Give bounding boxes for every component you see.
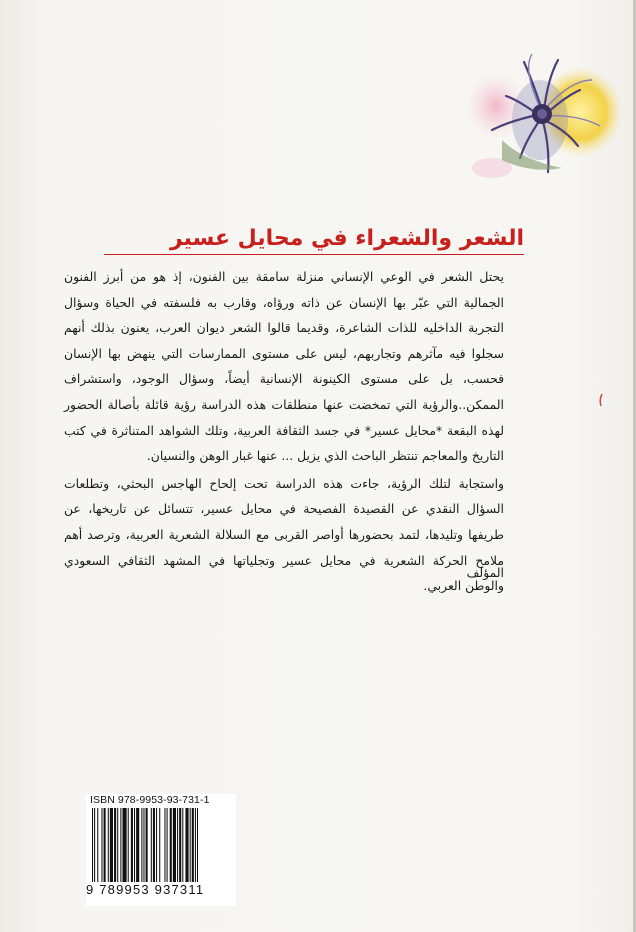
- barcode-digits: 9 789953 937311: [86, 882, 205, 897]
- paragraph-1: يحتل الشعر في الوعي الإنساني منزلة سامقة بين الفنون، إذ هو من أبرز الفنون الجمالية التي عبّر بها الإنسان عن ذاته ورؤاه، وقارب به فلسفته في الحياة وسؤال التجربة الداخليه للذات الشاعرة، وقديما قالوا الشعر ديوان العرب، يعنون بذلك أنهم سجلوا فيه مآثرهم وتجاربهم، ليس على مستوى الممارسات التي ينهض بها الإنسان فحسب، بل على مستوى الكينونة الإنسانية أيضاً، وسؤال الوجود، واستشراف الممكن..والرؤية التي تمخضت عنها منطلقات هذه الدراسة رؤية قائلة بأصالة الحضور لهذه البقعة *محايل عسير* في جسد الثقافة العربية، وتلك الشواهد المتناثرة في كتب التاريخ والمعاجم تنتظر الباحث الذي يزيل ... عنها غبار الوهن والنسيان.: [64, 269, 504, 464]
- red-mark: [597, 392, 607, 408]
- barcode-bars: [92, 808, 234, 882]
- barcode-panel: [86, 794, 236, 906]
- section-title: الشعر والشعراء في محايل عسير: [104, 226, 524, 255]
- paragraph-2: واستجابة لتلك الرؤية، جاءت هذه الدراسة تحت إلحاح الهاجس البحثي، وتطلعات السؤال النقدي عن القصيدة الفصيحة في محايل عسير، تتسائل عن تاريخها، عن طريفها وتليدها، لتمد بحضورها أواصر القربى مع السلالة الشعرية العربية، وترصد أهم ملامح الحركة الشعرية في محايل عسير وتجلياتها في المشهد الثقافي السعودي والوطن العربي.: [64, 475, 504, 594]
- isbn-label: ISBN 978-9953-93-731-1: [90, 794, 210, 806]
- author-signature: المؤلف: [466, 565, 504, 580]
- flower-illustration: [462, 50, 620, 182]
- body-text: [64, 264, 504, 599]
